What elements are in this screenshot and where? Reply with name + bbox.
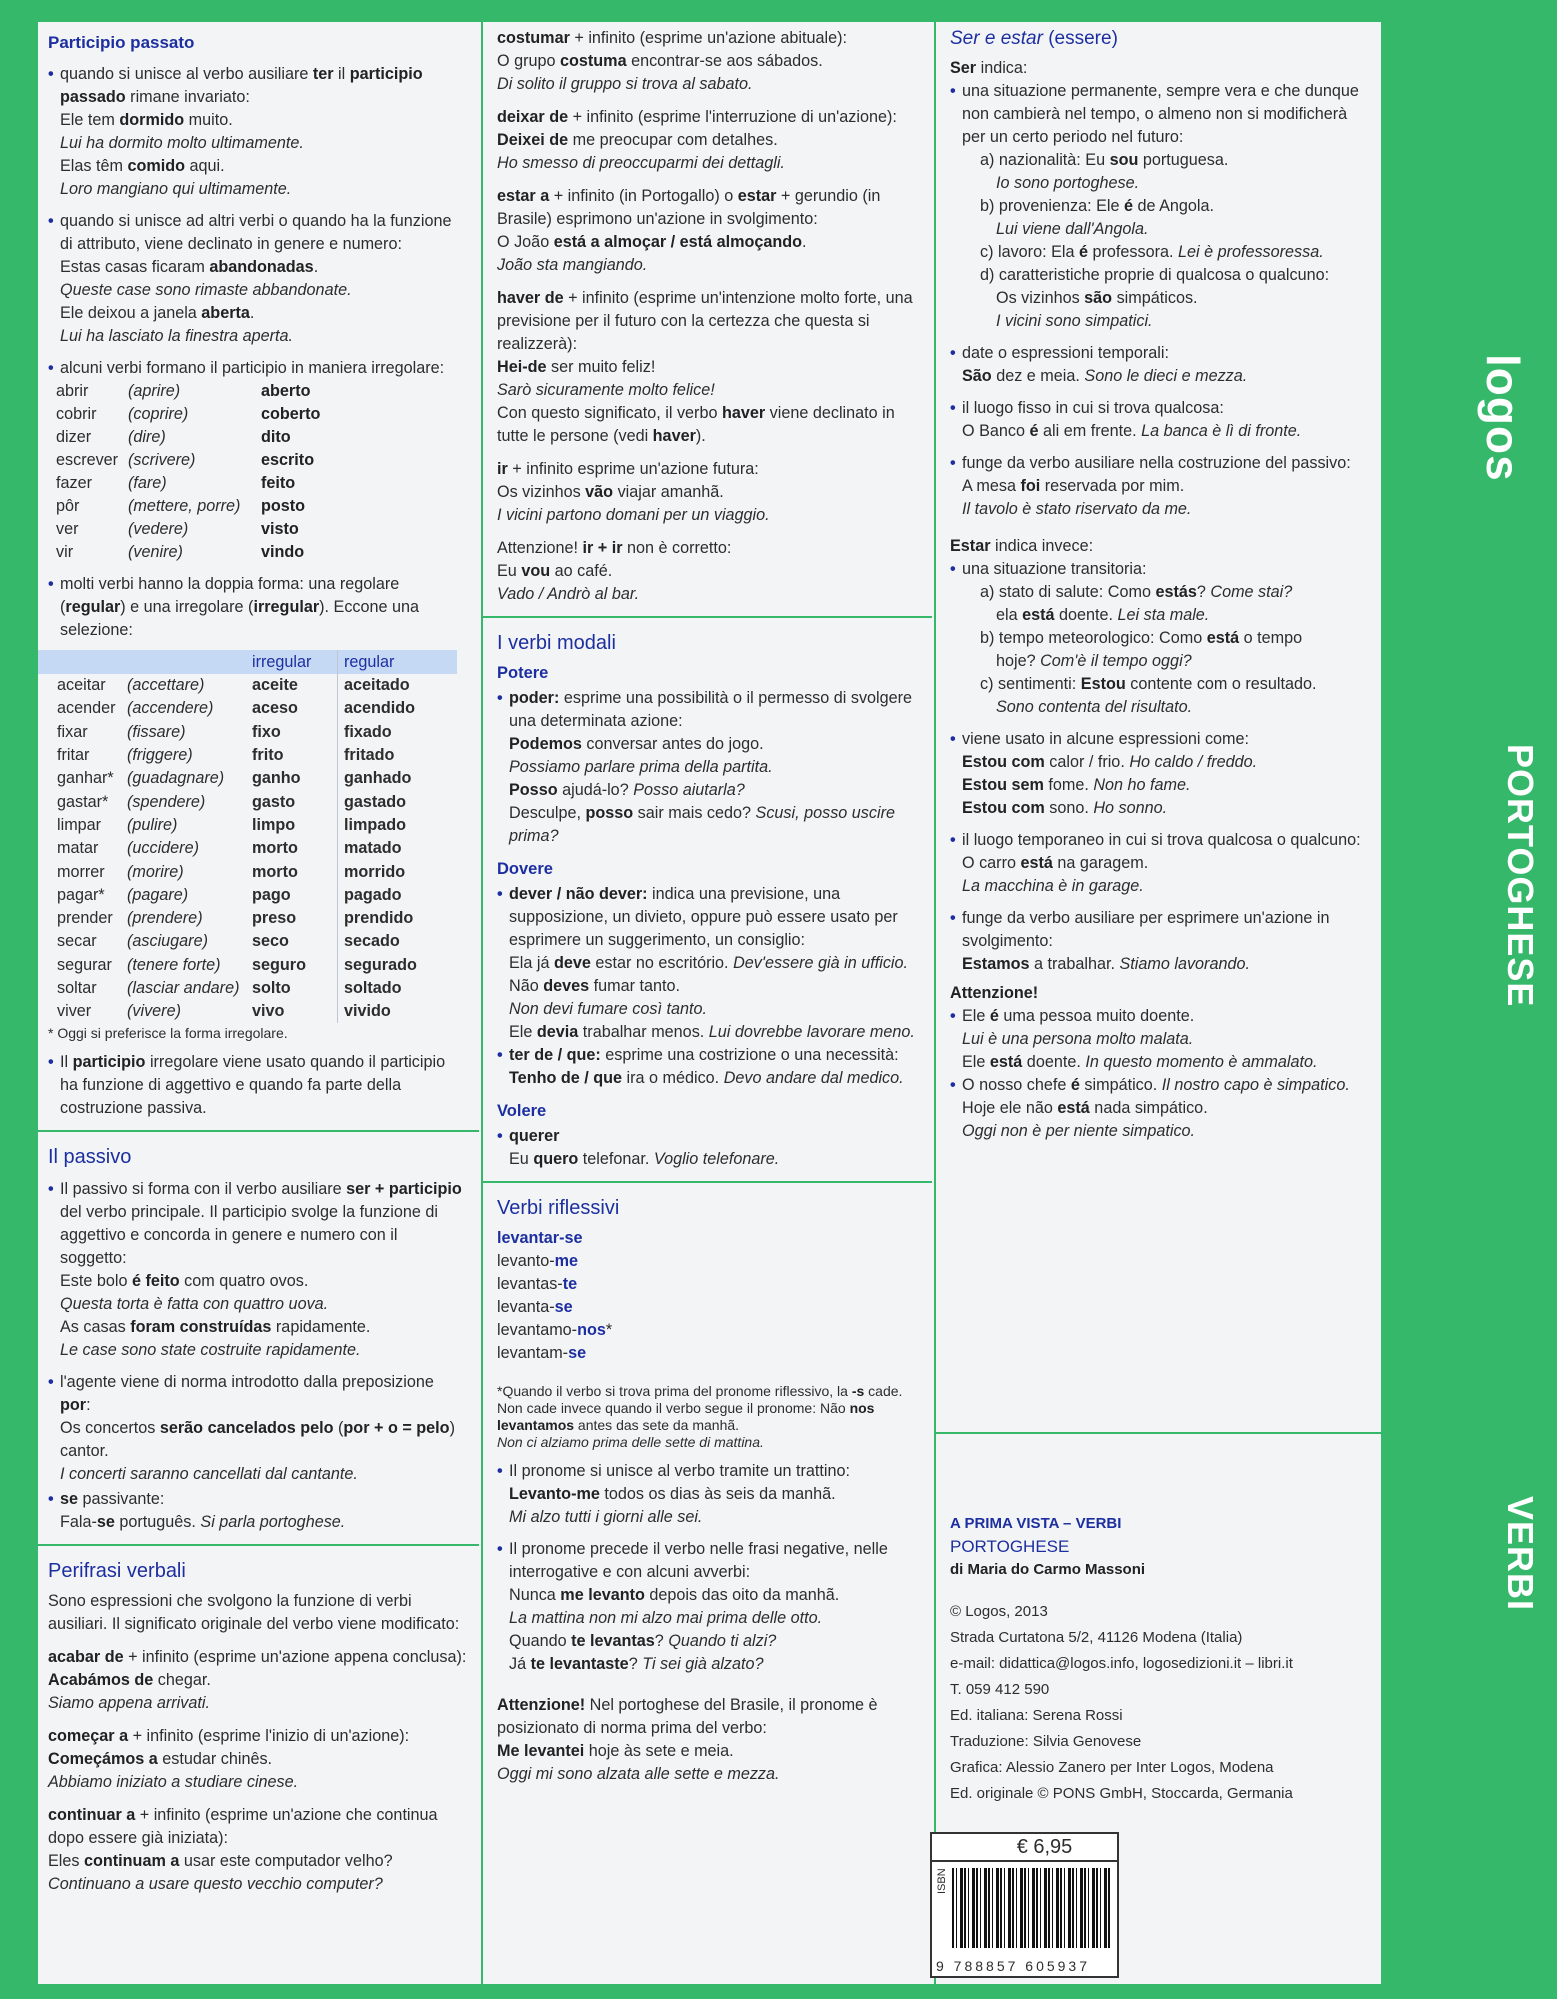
imprint-line: Ed. italiana: Serena Rossi <box>950 1707 1123 1724</box>
translation-cell: (coprire) <box>128 405 189 423</box>
table-row <box>38 930 457 953</box>
table-row <box>56 380 328 403</box>
column-3: Ser e estar (essere) Ser indica: • una situazione permanente, sempre vera e che dunque non cambierà nel tempo, o almeno non si modificherà per un certo periodo nel futuro: a) nazionalità: Eu sou portuguesa. Io sono portoghese. b) provenienza: Ele é de Angola. Lui viene dall'Angola. c) lavoro: Ela é professora. Lei è professoressa. d) caratteristiche proprie di qualcosa o qualcuno: Os vizinhos são simpáticos. I vicini sono simpatici. • date o espressioni temporali: São dez e meia. Sono le dieci e mezza. • il luogo fisso in cui si trova qualcosa: O Banco é ali em frente. La banca è lì di fronte. • funge da verbo ausiliare nella costruzione del passivo: A mesa foi reservada por mim. Il tavolo è stato riservato da me. Estar indica invece: • una situazione transitoria: a) stato di salute: Como estás? Come stai? ela está doente. Lei sta male. b) tempo meteorologico: Como está o tempo hoje? Com'è il tempo oggi? c) sentimenti: Estou contente com o resultado. Sono contenta del risultato. • viene usato in alcune espressioni come: Estou com calor / frio. Ho caldo / freddo. Estou sem fome. Non ho fame. Estou com sono. Ho sonno. • il luogo temporaneo in cui si trova qualcosa o qualcuno: O carro está na garagem. La macchina è in garage. • funge da verbo ausiliare per esprimere un'azione in svolgimento: Estamos a trabalhar. Stiamo lavorando. Attenzione! • Ele é uma pessoa muito doente. Lui è una persona molto malata. Ele está doente. In questo momento è ammalato. • O nosso chefe é simpático. Il nostro capo è simpatico. Hoje ele não está nada simpático. Oggi non è per niente simpatico. A PRIMA VISTA – VERBI PORTOGHESE di Maria do Carmo Massoni © Logos, 2013 Strada Curtatona 5/2, 41126 Modena (Italia) e-mail: didattica@logos.info, logosedizioni.it – libri.it T. 059 412 590 Ed. italiana: Serena Rossi Traduzione: Silvia Genovese Grafica: Alessio Zanero per Inter Logos, Modena Ed. originale © PONS GmbH, Stoccarda, Germania <box>934 22 1381 1984</box>
subtitle-volere: Volere <box>497 1102 547 1120</box>
logos-logo: logos <box>1477 354 1529 482</box>
double-participle-table <box>38 650 457 1023</box>
example: Estas casas ficaram abandonadas. <box>60 258 319 276</box>
table-row <box>56 449 328 472</box>
irregular-cell: seguro <box>252 955 306 974</box>
rule-passivo-2: • l'agente viene di norma introdotto dalla preposizione por: Os concertos serão cancelados pelo (por + o = pelo) cantor. I concerti saranno cancellati dal cantante. <box>48 1371 467 1486</box>
translation-cell: (friggere) <box>127 746 193 765</box>
price-label: € 6,95 <box>932 1834 1117 1862</box>
spine-subject: VERBI <box>1500 1496 1541 1612</box>
column-1 <box>38 22 479 1984</box>
irregular-participle-table <box>56 380 328 564</box>
rule-ser-2: • date o espressioni temporali: São dez e meia. Sono le dieci e mezza. <box>950 342 1367 388</box>
table-row <box>56 495 328 518</box>
table-row <box>38 744 457 767</box>
perifrasi-comecar: começar a + infinito (esprime l'inizio di un'azione): Começámos a estudar chinês. Abbiamo iniziato a studiare cinese. <box>48 1727 410 1792</box>
table-row <box>38 767 457 790</box>
section-passivo <box>38 1130 479 1534</box>
table-row <box>56 518 328 541</box>
regular-cell: secado <box>338 930 458 953</box>
rule-dever: • dever / não dever: indica una previsione, una supposizione, un divieto, oppure può essere usato per esprimere un suggerimento, un consiglio: Ela já deve estar no escritório. Dev'essere già in ufficio. Não deves fumar tanto. Non devi fumare così tanto. Ele devia trabalhar menos. Lui dovrebbe lavorare meno. <box>497 883 920 1044</box>
attention-2: • O nosso chefe é simpático. Il nostro capo è simpatico. Hoje ele não está nada simpático. Oggi non è per niente simpatico. <box>950 1074 1367 1143</box>
section-title-modali: I verbi modali <box>497 632 616 654</box>
reflexive-note: *Quando il verbo si trova prima del pronome riflessivo, la -s cade. Non cade invece quando il verbo segue il pronome: Não nos levantamos antes das sete da manhã. Non ci alziamo prima delle sette di mattina. <box>497 1383 903 1450</box>
verb-cell: dizer <box>56 428 92 446</box>
irregular-cell: fixo <box>252 722 281 741</box>
rule-querer: • querer Eu quero telefonar. Voglio telefonare. <box>497 1125 920 1171</box>
reflexive-form: levanto-me <box>497 1252 578 1270</box>
regular-cell: vivido <box>338 1000 458 1023</box>
table-row <box>56 541 328 564</box>
participle-cell: escrito <box>261 451 315 469</box>
isbn-number: 9 788857 605937 <box>936 1958 1090 1974</box>
section-title-perifrasi: Perifrasi verbali <box>48 1560 186 1583</box>
perifrasi-estar: estar a + infinito (in Portogallo) o estar + gerundio (in Brasile) esprimono un'azione in svolgimento: O João está a almoçar / está almoçando. João sta mangiando. <box>497 187 881 274</box>
verb-cell: pagar* <box>57 885 105 904</box>
imprint-line: © Logos, 2013 <box>950 1603 1048 1620</box>
regular-cell: fixado <box>338 721 458 744</box>
subtitle-potere: Potere <box>497 664 549 682</box>
verb-cell: matar <box>57 839 99 858</box>
attention-1: • Ele é uma pessoa muito doente. Lui è una persona molto malata. Ele está doente. In questo momento è ammalato. <box>950 1005 1367 1074</box>
column-header-irregular: irregular <box>252 650 338 674</box>
rule-reflexive-3: Attenzione! Nel portoghese del Brasile, il pronome è posizionato di norma prima del verbo: Me levantei hoje às sete e meia. Oggi mi sono alzata alle sette e mezza. <box>497 1696 878 1783</box>
regular-cell: gastado <box>338 790 458 813</box>
spine-language: PORTOGHESE <box>1500 744 1541 1008</box>
perifrasi-deixar: deixar de + infinito (esprime l'interruzione di un'azione): Deixei de me preocupar com detalhes. Ho smesso di preoccuparmi dei dettagli. <box>497 108 897 172</box>
rule-participio-3: • alcuni verbi formano il participio in maniera irregolare: <box>48 357 467 380</box>
verb-cell: morrer <box>57 862 105 881</box>
irregular-cell: gasto <box>252 792 296 811</box>
rule-participio-2: • quando si unisce ad altri verbi o quando ha la funzione di attributo, viene declinato in genere e numero: Estas casas ficaram abandonadas. Queste case sono rimaste abbandonate. Ele deixou a janela aberta. Lui ha lasciato la finestra aperta. <box>48 210 467 348</box>
irregular-cell: aceso <box>252 699 298 718</box>
translation-cell: (aprire) <box>128 382 181 400</box>
translation: Queste case sono rimaste abbandonate. <box>60 281 352 299</box>
rule-estar-4: • funge da verbo ausiliare per esprimere un'azione in svolgimento: Estamos a trabalhar. Stiamo lavorando. <box>950 907 1367 976</box>
rule-passivo-1: • Il passivo si forma con il verbo ausiliare ser + participio del verbo principale. Il participio svolge la funzione di aggettivo e concorda in genere e numero con il soggetto: Este bolo é feito com quatro ovos. Questa torta è fatta con quattro uova. As casas foram construídas rapidamente. Le case sono state costruite rapidamente. <box>48 1178 467 1362</box>
table-row <box>38 907 457 930</box>
translation-cell: (fare) <box>128 474 167 492</box>
rule-participio-1: • quando si unisce al verbo ausiliare ter il participio passado rimane invariato: Ele tem dormido muito. Lui ha dormito molto ultimamente. Elas têm comido aqui. Loro mangiano qui ultimamente. <box>48 63 467 201</box>
participle-cell: dito <box>261 428 291 446</box>
price-barcode-box <box>930 1832 1119 1978</box>
participle-cell: feito <box>261 474 296 492</box>
verb-cell: escrever <box>56 451 119 469</box>
verb-cell: fritar <box>57 746 90 765</box>
translation-cell: (morire) <box>127 862 184 881</box>
isbn-label: ISBN <box>936 1868 948 1894</box>
table-row <box>38 790 457 813</box>
verb-cell: fixar <box>57 722 88 741</box>
perifrasi-ir: ir + infinito esprime un'azione futura: Os vizinhos vão viajar amanhã. I vicini partono domani per un viaggio. <box>497 460 770 524</box>
irregular-cell: frito <box>252 746 284 765</box>
column-header-regular: regular <box>338 650 458 674</box>
section-title-ser-estar: Ser e estar (essere) <box>950 28 1118 49</box>
section-title-passivo: Il passivo <box>48 1146 132 1169</box>
book-language: PORTOGHESE <box>950 1537 1070 1556</box>
translation-cell: (accettare) <box>127 676 205 695</box>
section-title-riflessivi: Verbi riflessivi <box>497 1197 620 1219</box>
reference-sheet <box>38 22 1381 1984</box>
participle-cell: visto <box>261 520 299 538</box>
reflexive-form: levanta-se <box>497 1298 573 1316</box>
translation-cell: (asciugare) <box>127 932 208 951</box>
table-row <box>38 977 457 1000</box>
rule-poder: • poder: esprime una possibilità o il permesso di svolgere una determinata azione: Podemos conversar antes do jogo. Possiamo parlare prima della partita. Posso ajudá-lo? Posso aiutarla? Desculpe, posso sair mais cedo? Scusi, posso uscire prima? <box>497 687 920 848</box>
footnote: * Oggi si preferisce la forma irregolare. <box>48 1025 288 1042</box>
translation-cell: (pulire) <box>127 815 178 834</box>
subtitle-dovere: Dovere <box>497 860 553 878</box>
column-2 <box>481 22 932 1984</box>
regular-cell: morrido <box>338 860 458 883</box>
example: Ele deixou a janela aberta. <box>60 304 255 322</box>
rule-reflexive-1: • Il pronome si unisce al verbo tramite un trattino: Levanto-me todos os dias às seis da manhã. Mi alzo tutti i giorni alle sei. <box>497 1460 920 1529</box>
rule-estar-2: • viene usato in alcune espressioni come: Estou com calor / frio. Ho caldo / freddo. Estou sem fome. Non ho fame. Estou com sono. Ho sonno. <box>950 728 1367 820</box>
participle-cell: aberto <box>261 382 311 400</box>
verb-cell: cobrir <box>56 405 97 423</box>
example: Elas têm comido aqui. <box>60 157 225 175</box>
perifrasi-attenzione: Attenzione! ir + ir non è corretto: Eu vou ao café. Vado / Andrò al bar. <box>497 539 732 603</box>
translation-cell: (guadagnare) <box>127 769 225 788</box>
rule-estar-1: • una situazione transitoria: a) stato di salute: Como estás? Come stai? ela está doente. Lei sta male. b) tempo meteorologico: Como está o tempo hoje? Com'è il tempo oggi? c) sentimenti: Estou contente com o resultado. Sono contenta del risultato. <box>950 558 1367 719</box>
table-header <box>38 650 457 674</box>
verb-cell: limpar <box>57 815 102 834</box>
irregular-cell: vivo <box>252 1002 285 1021</box>
translation-cell: (dire) <box>128 428 166 446</box>
irregular-cell: seco <box>252 932 289 951</box>
imprint-line: T. 059 412 590 <box>950 1681 1050 1698</box>
verb-cell: abrir <box>56 382 89 400</box>
participle-cell: vindo <box>261 543 305 561</box>
imprint-line: Strada Curtatona 5/2, 41126 Modena (Italia) <box>950 1629 1243 1646</box>
table-row <box>38 1000 457 1023</box>
irregular-cell: preso <box>252 909 297 928</box>
imprint-line: e-mail: didattica@logos.info, logosedizioni.it – libri.it <box>950 1655 1293 1672</box>
translation-cell: (uccidere) <box>127 839 199 858</box>
irregular-cell: solto <box>252 979 291 997</box>
translation-cell: (prendere) <box>127 909 203 928</box>
book-author: di Maria do Carmo Massoni <box>950 1561 1146 1578</box>
rule-participio-5: • Il participio irregolare viene usato quando il participio ha funzione di aggettivo e quando fa parte della costruzione passiva. <box>48 1051 467 1120</box>
reflexive-form: levantamo-nos* <box>497 1321 613 1339</box>
regular-cell: aceitado <box>338 674 458 697</box>
imprint <box>950 1512 1367 1807</box>
table-row <box>38 814 457 837</box>
section-riflessivi <box>483 1181 932 1786</box>
participle-cell: posto <box>261 497 306 515</box>
reflexive-form: levantas-te <box>497 1275 578 1293</box>
rule-estar-3: • il luogo temporaneo in cui si trova qualcosa o qualcuno: O carro está na garagem. La macchina è in garage. <box>950 829 1367 898</box>
verb-cell: acender <box>57 699 116 718</box>
perifrasi-continuar: continuar a + infinito (esprime un'azione che continua dopo essere già iniziata): Eles continuam a usar este computador velho? Continuano a usare questo vecchio computer? <box>48 1806 438 1894</box>
rule-ser-1: • una situazione permanente, sempre vera e che dunque non cambierà nel tempo, o almeno non si modificherà per un certo periodo nel futuro: a) nazionalità: Eu sou portuguesa. Io sono portoghese. b) provenienza: Ele é de Angola. Lui viene dall'Angola. c) lavoro: Ela é professora. Lei è professoressa. d) caratteristiche proprie di qualcosa o qualcuno: Os vizinhos são simpáticos. I vicini sono simpatici. <box>950 80 1367 333</box>
translation-cell: (scrivere) <box>128 451 196 469</box>
translation-cell: (pagare) <box>127 885 189 904</box>
barcode <box>952 1868 1111 1948</box>
verb-cell: gastar* <box>57 792 109 811</box>
translation-cell: (tenere forte) <box>127 955 221 974</box>
irregular-cell: morto <box>252 839 298 858</box>
verb-cell: secar <box>57 932 97 951</box>
example: Ele tem dormido muito. <box>60 111 233 129</box>
table-row <box>38 954 457 977</box>
section-title-participio: Participio passato <box>48 33 195 52</box>
irregular-cell: aceite <box>252 676 298 695</box>
irregular-cell: morto <box>252 862 298 881</box>
translation: Lui ha dormito molto ultimamente. <box>60 134 304 152</box>
translation-cell: (venire) <box>128 543 183 561</box>
translation-cell: (vivere) <box>127 1002 181 1021</box>
rule-reflexive-2: • Il pronome precede il verbo nelle frasi negative, nelle interrogative e con alcuni avverbi: Nunca me levanto depois das oito da manhã. La mattina non mi alzo mai prima delle otto. Quando te levantas? Quando ti alzi? Já te levantaste? Ti sei già alzato? <box>497 1538 920 1676</box>
verb-cell: vir <box>56 543 74 561</box>
regular-cell: acendido <box>338 697 458 720</box>
verb-cell: fazer <box>56 474 92 492</box>
verb-cell: aceitar <box>57 676 106 695</box>
verb-cell: segurar <box>57 955 112 974</box>
table-row <box>38 884 457 907</box>
rule-ter-de: • ter de / que: esprime una costrizione o una necessità: Tenho de / que ira o médico. Devo andare dal medico. <box>497 1044 920 1090</box>
reflexive-conjugation <box>497 1250 920 1365</box>
imprint-line: Traduzione: Silvia Genovese <box>950 1733 1142 1750</box>
participle-cell: coberto <box>261 405 321 423</box>
section-modali <box>483 616 932 1171</box>
rule-passivo-3: • se passivante: Fala-se português. Si parla portoghese. <box>48 1488 467 1534</box>
translation-cell: (mettere, porre) <box>128 497 241 515</box>
table-row <box>56 426 328 449</box>
verb-cell: ganhar* <box>57 769 114 788</box>
perifrasi-costumar: costumar + infinito (esprime un'azione abituale): O grupo costuma encontrar-se aos sábados. Di solito il gruppo si trova al sabato. <box>497 29 847 93</box>
verb-cell: viver <box>57 1002 92 1021</box>
table-row <box>38 674 457 697</box>
verb-cell: pôr <box>56 497 80 515</box>
reflexive-infinitive: levantar-se <box>497 1229 583 1247</box>
translation-cell: (vedere) <box>128 520 189 538</box>
translation-cell: (spendere) <box>127 792 206 811</box>
table-row <box>38 837 457 860</box>
irregular-cell: limpo <box>252 815 296 834</box>
series-title: A PRIMA VISTA – VERBI <box>950 1515 1122 1532</box>
imprint-line: Ed. originale © PONS GmbH, Stoccarda, Germania <box>950 1785 1293 1802</box>
rule-ser-3: • il luogo fisso in cui si trova qualcosa: O Banco é ali em frente. La banca è lì di fronte. <box>950 397 1367 443</box>
translation-cell: (fissare) <box>127 722 186 741</box>
regular-cell: prendido <box>338 907 458 930</box>
attention-title: Attenzione! <box>950 984 1039 1002</box>
verb-cell: prender <box>57 909 113 928</box>
rule-ser-4: • funge da verbo ausiliare nella costruzione del passivo: A mesa foi reservada por mim. Il tavolo è stato riservato da me. <box>950 452 1367 521</box>
regular-cell: matado <box>338 837 458 860</box>
imprint-lines <box>950 1599 1367 1807</box>
table-row <box>56 472 328 495</box>
rule-participio-4: • molti verbi hanno la doppia forma: una regolare (regular) e una irregolare (irregular). Eccone una selezione: <box>48 573 467 642</box>
table-row <box>38 721 457 744</box>
regular-cell: fritado <box>338 744 458 767</box>
verb-cell: ver <box>56 520 79 538</box>
imprint-line: Grafica: Alessio Zanero per Inter Logos, Modena <box>950 1759 1274 1776</box>
section-perifrasi: Perifrasi verbali Sono espressioni che svolgono la funzione di verbi ausiliari. Il significato originale del verbo viene modificato: acabar de + infinito (esprime un'azione appena conclusa): Acabámos de chegar. Siamo appena arrivati. começar a + infinito (esprime l'inizio di un'azione): Começámos a estudar chinês. Abbiamo iniziato a studiare cinese. continuar a + infinito (esprime un'azione che continua dopo essere già iniziata): Eles continuam a usar este computador velho? Continuano a usare questo vecchio computer? <box>38 1544 479 1896</box>
irregular-cell: pago <box>252 885 291 904</box>
regular-cell: ganhado <box>338 767 458 790</box>
reflexive-form: levantam-se <box>497 1344 587 1362</box>
translation: Loro mangiano qui ultimamente. <box>60 180 292 198</box>
regular-cell: segurado <box>338 954 458 977</box>
translation: Lui ha lasciato la finestra aperta. <box>60 327 294 345</box>
perifrasi-acabar: acabar de + infinito (esprime un'azione appena conclusa): Acabámos de chegar. Siamo appena arrivati. <box>48 1648 467 1713</box>
translation-cell: (lasciar andare) <box>127 979 240 997</box>
imprint-divider <box>936 1432 1381 1434</box>
table-row <box>56 403 328 426</box>
regular-cell: soltado <box>338 977 458 1000</box>
table-row <box>38 860 457 883</box>
table-row <box>38 697 457 720</box>
perifrasi-haver: haver de + infinito (esprime un'intenzione molto forte, una previsione per il futuro con la certezza che questa si realizzerà): Hei-de ser muito feliz! Sarò sicuramente molto felice! Con questo significato, il verbo haver viene declinato in tutte le persone (vedi haver). <box>497 289 913 445</box>
regular-cell: pagado <box>338 884 458 907</box>
verb-cell: soltar <box>57 979 97 997</box>
irregular-cell: ganho <box>252 769 301 788</box>
translation-cell: (accendere) <box>127 699 214 718</box>
regular-cell: limpado <box>338 814 458 837</box>
